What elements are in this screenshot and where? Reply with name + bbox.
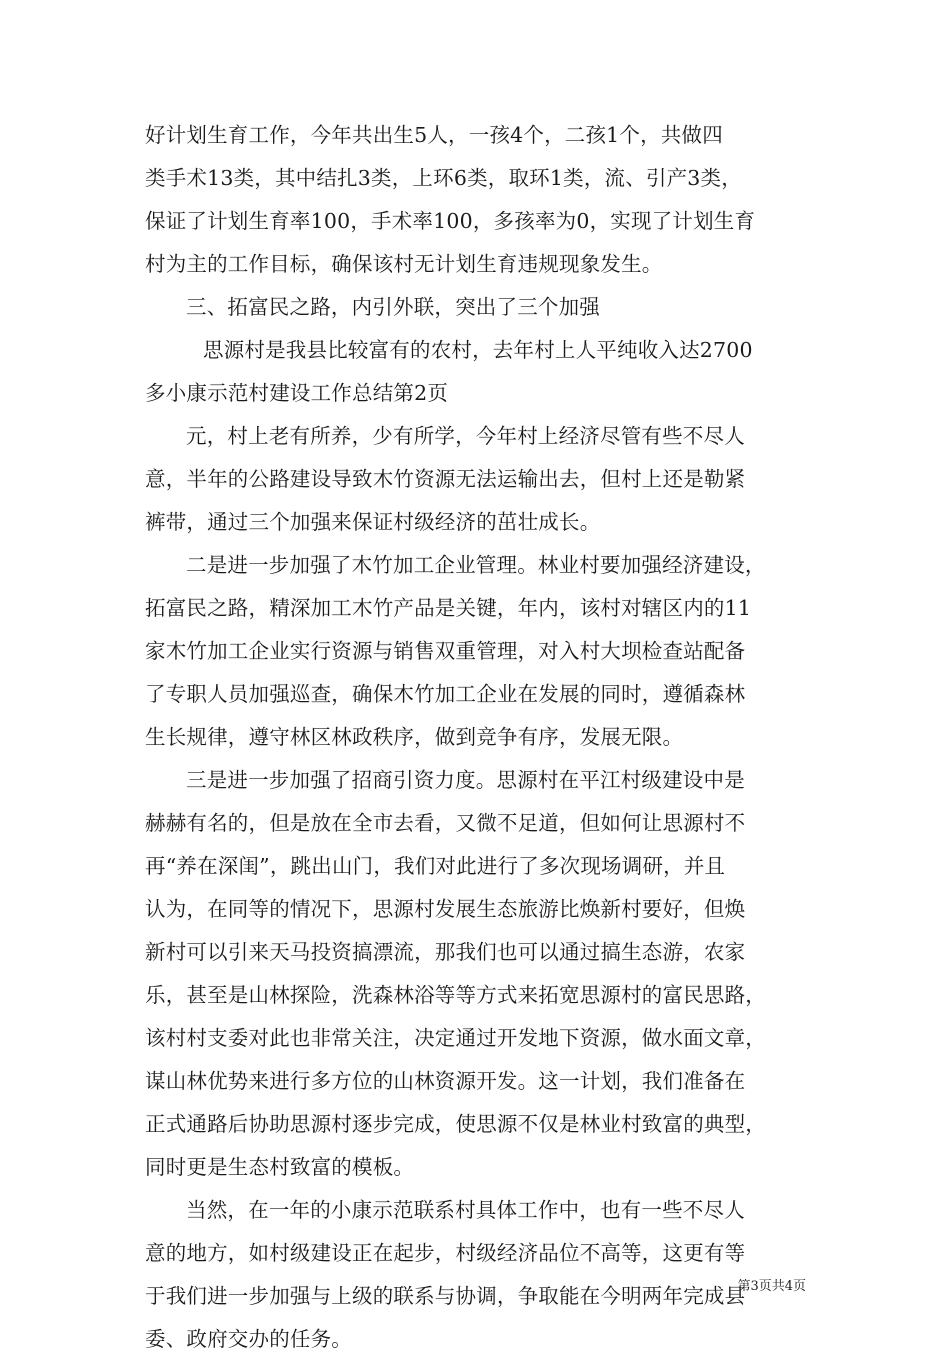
text-line: 于我们进一步加强与上级的联系与协调，争取能在今明两年完成县 <box>145 1284 746 1308</box>
text-line: 元，村上老有所养，少有所学，今年村上经济尽管有些不尽人 <box>186 424 745 448</box>
page-indicator: 第3页共4页 <box>737 1279 806 1294</box>
text-line: 了专职人员加强巡查，确保木竹加工企业在发展的同时，遵循森林 <box>145 682 746 706</box>
text-line: 村为主的工作目标，确保该村无计划生育违规现象发生。 <box>145 252 663 276</box>
text-line: 同时更是生态村致富的模板。 <box>145 1155 415 1179</box>
text-line: 正式通路后协助思源村逐步完成，使思源不仅是林业村致富的典型， <box>145 1112 766 1136</box>
text-line: 家木竹加工企业实行资源与销售双重管理，对入村大坝检查站配备 <box>145 639 746 663</box>
text-line: 裤带，通过三个加强来保证村级经济的茁壮成长。 <box>145 510 601 534</box>
text-line: 当然，在一年的小康示范联系村具体工作中，也有一些不尽人 <box>186 1198 745 1222</box>
text-line: 思源村是我县比较富有的农村，去年村上人平纯收入达2700 <box>203 338 753 362</box>
text-line: 意，半年的公路建设导致木竹资源无法运输出去，但村上还是勒紧 <box>145 467 746 491</box>
text-line: 新村可以引来天马投资搞漂流，那我们也可以通过搞生态游，农家 <box>145 940 746 964</box>
text-line: 谋山林优势来进行多方位的山林资源开发。这一计划，我们准备在 <box>145 1069 746 1093</box>
text-line: 好计划生育工作，今年共出生5人，一孩4个，二孩1个，共做四 <box>145 123 723 147</box>
text-line: 二是进一步加强了木竹加工企业管理。林业村要加强经济建设， <box>186 553 766 577</box>
body-text <box>145 114 825 1361</box>
text-line: 该村村支委对此也非常关注，决定通过开发地下资源，做水面文章， <box>145 1026 766 1050</box>
text-line: 意的地方，如村级建设正在起步，村级经济品位不高等，这更有等 <box>145 1241 746 1265</box>
text-line: 类手术13类，其中结扎3类，上环6类，取环1类，流、引产3类， <box>145 166 742 190</box>
section-heading: 三、拓富民之路，内引外联，突出了三个加强 <box>186 295 600 319</box>
text-line: 赫赫有名的，但是放在全市去看，又微不足道，但如何让思源村不 <box>145 811 746 835</box>
text-line: 拓富民之路，精深加工木竹产品是关键，年内，该村对辖区内的11 <box>145 596 752 620</box>
text-line: 保证了计划生育率100，手术率100，多孩率为0，实现了计划生育 <box>145 209 756 233</box>
text-line: 多小康示范村建设工作总结第2页 <box>145 381 449 405</box>
text-line: 委、政府交办的任务。 <box>145 1327 352 1351</box>
text-line: 乐，甚至是山林探险，洗森林浴等等方式来拓宽思源村的富民思路， <box>145 983 766 1007</box>
text-line: 三是进一步加强了招商引资力度。思源村在平江村级建设中是 <box>186 768 745 792</box>
text-line: 生长规律，遵守林区林政秩序，做到竞争有序，发展无限。 <box>145 725 684 749</box>
text-line: 认为，在同等的情况下，思源村发展生态旅游比焕新村要好，但焕 <box>145 897 746 921</box>
text-line: 再“养在深闺”，跳出山门，我们对此进行了多次现场调研，并且 <box>145 854 726 878</box>
